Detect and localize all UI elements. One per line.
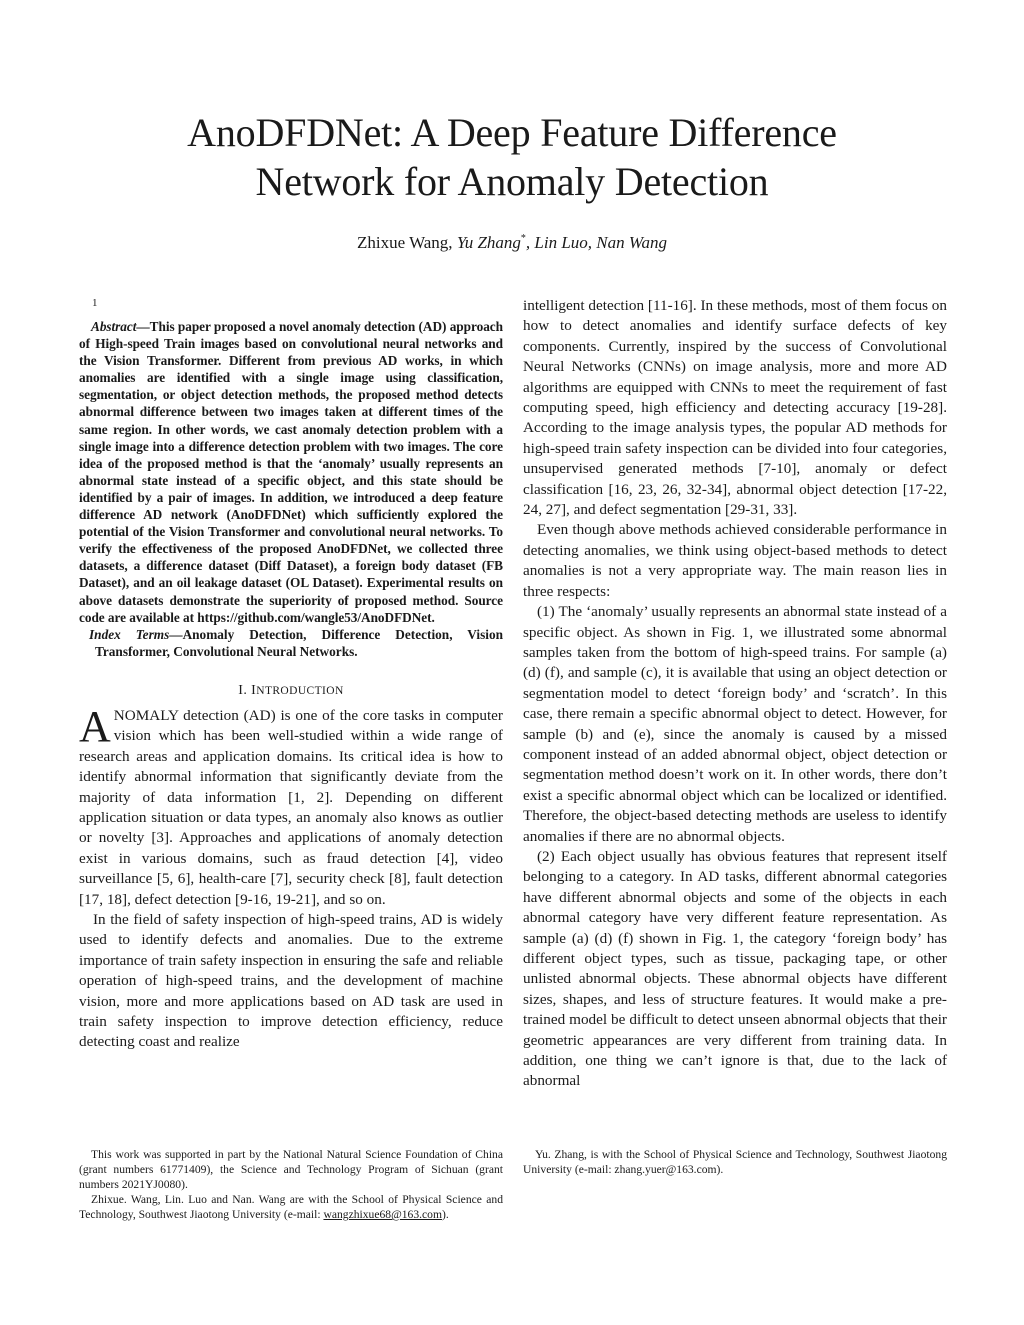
- author-1: Zhixue Wang,: [356, 233, 453, 252]
- right-column: [523, 296, 947, 1092]
- author-list: [0, 232, 1024, 254]
- section-first-letter: I: [251, 682, 257, 698]
- right-paragraph-2: Even though above methods achieved considerable performance in detecting anomalies, we think using object-based methods to detect anomalies is not a very appropriate way. The main reason lies in three respects:: [523, 521, 947, 600]
- intro-paragraph-1: [79, 701, 503, 910]
- section-heading-introduction: [79, 682, 503, 700]
- abstract-text: —This paper proposed a novel anomaly detection (AD) approach of High-speed Train images based on convolutional neural networks and the Vision Transformer. Different from previous AD works, in which anomalies are identified with a single image using classification, segmentation, or object detection methods, the proposed method detects abnormal difference between two images taken at different times of the same region. In other words, we cast anomaly detection problem with a single image into a difference detection problem with two images. The core idea of the proposed method is that the ‘anomaly’ usually represents an abnormal state instead of a specific object, and this state should be identified by a pair of images. In addition, we introduced a deep feature difference AD network (AnoDFDNet) which sufficiently explored the potential of the Vision Transformer and convolutional neural networks. To verify the effectiveness of the proposed AnoDFDNet, we collected three datasets, a difference dataset (Diff Dataset), a foreign body dataset (FB Dataset), and an oil leakage dataset (OL Dataset). Experimental results on above datasets demonstrate the superiority of proposed method. Source code are available at https://github.com/wangle53/AnoDFDNet.: [79, 319, 503, 625]
- section-title-rest: NTRODUCTION: [256, 684, 344, 697]
- left-column: [79, 296, 503, 1053]
- right-paragraph-3: (1) The ‘anomaly’ usually represents an abnormal state instead of a specific object. As shown in Fig. 1, we illustrated some abnormal samples taken from the bottom of high-speed trains. For sample (a) (d) (f), and sample (c), it is available that using an object detection or segmentation model to detect ‘foreign body’ and ‘scratch’. In this case, there remain a specific abnormal object to detect. However, for sample (b) and (e), since the anomaly is caused by a missed component instead of an added abnormal object, object detection or segmentation method doesn’t work on it. In other words, there don’t exist a specific abnormal object which can be localized or identified. Therefore, the object-based detecting methods are useless to identify anomalies if there are no abnormal objects.: [523, 603, 947, 845]
- corresponding-author-mark: *: [520, 233, 526, 244]
- abstract: [79, 318, 503, 626]
- author-2: Yu Zhang: [456, 233, 521, 252]
- title-line-1: AnoDFDNet: A Deep Feature Difference: [187, 110, 837, 155]
- paper-title: [0, 108, 1024, 206]
- right-paragraph-4: (2) Each object usually has obvious features that represent itself belonging to a category. In AD tasks, different abnormal categories have different abnormal objects and some of the objects in each abnormal category have very different feature representation. As sample (a) (d) (f) shown in Fig. 1, the category ‘foreign body’ has different object types, such as tissue, packaging tape, or other unlisted abnormal objects. These abnormal objects have different sizes, shapes, and less of structure features. It would make a pre-trained model be difficult to detect unseen abnormal objects that their geometric appearances are very different from training data. In addition, one thing we can’t ignore is that, due to the lack of abnormal: [523, 847, 947, 1090]
- intro-paragraph-1-text: NOMALY detection (AD) is one of the core tasks in computer vision which has been well-studied within a wide range of research areas and application domains. Its critical idea is how to identify abnormal information that significantly deviate from the majority of data information [1, 2]. Depending on different application situation or data types, an anomaly also knows as outlier or novelty [3]. Approaches and applications of anomaly detection exist in various domains, such as fraud detection [4], video surveillance [5, 6], health-care [7], security check [8], fault detection [17, 18], defect detection [9-16, 19-21], and so on.: [79, 706, 503, 908]
- footnotes-left: [79, 1147, 503, 1222]
- affiliation-footnote: [79, 1192, 503, 1222]
- funding-footnote: This work was supported in part by the National Natural Science Foundation of China (grant numbers 61771409), the Science and Technology Program of Sichuan (grant numbers 2021YJ0080).: [79, 1148, 503, 1191]
- footnote-marker: 1: [92, 297, 98, 309]
- affiliation-end: ).: [442, 1208, 449, 1221]
- index-terms-text: —Anomaly Detection, Difference Detection, Vision Transformer, Convolutional Neural Networks.: [95, 626, 503, 659]
- affiliation-text: Zhixue. Wang, Lin. Luo and Nan. Wang are with the School of Physical Science and Technology, Southwest Jiaotong University (e-mail:: [79, 1193, 503, 1221]
- footnotes-right: [523, 1147, 947, 1177]
- section-number: I.: [238, 682, 248, 698]
- index-terms: [79, 626, 503, 660]
- drop-cap: A: [79, 701, 111, 751]
- title-line-2: Network for Anomaly Detection: [255, 159, 769, 204]
- index-terms-lead: Index Terms: [89, 626, 170, 642]
- right-paragraph-1: intelligent detection [11-16]. In these methods, most of them focus on how to detect anomalies and identify surface defects of key components. Currently, inspired by the success of Convolutional Neural Networks (CNNs) on image analysis, more and more AD algorithms are equipped with CNNs to meet the requirement of fast computing speed, high efficiency and detecting accuracy [19-28]. According to the image analysis types, the popular AD methods for high-speed train safety inspection can be divided into four categories, unsupervised generated methods [7-10], anomaly or defect classification [16, 23, 26, 32-34], abnormal object detection [17-22, 24, 27], and defect segmentation [29-31, 33].: [523, 297, 947, 519]
- author-3-4: , Lin Luo, Nan Wang: [525, 233, 667, 252]
- author-email-link[interactable]: wangzhixue68@163.com: [323, 1208, 442, 1221]
- abstract-lead: Abstract: [91, 319, 137, 334]
- intro-paragraph-2: In the field of safety inspection of high-speed trains, AD is widely used to identify defects and anomalies. Due to the extreme importance of train safety inspection in ensuring the safe and reliable operation of high-speed trains, and the development of machine vision, more and more applications based on AD task are used in train safety inspection to improve detection efficiency, reduce detecting coast and realize: [79, 910, 503, 1051]
- corresponding-footnote: Yu. Zhang, is with the School of Physical Science and Technology, Southwest Jiaotong University (e-mail: zhang.yuer@163.com).: [523, 1148, 947, 1176]
